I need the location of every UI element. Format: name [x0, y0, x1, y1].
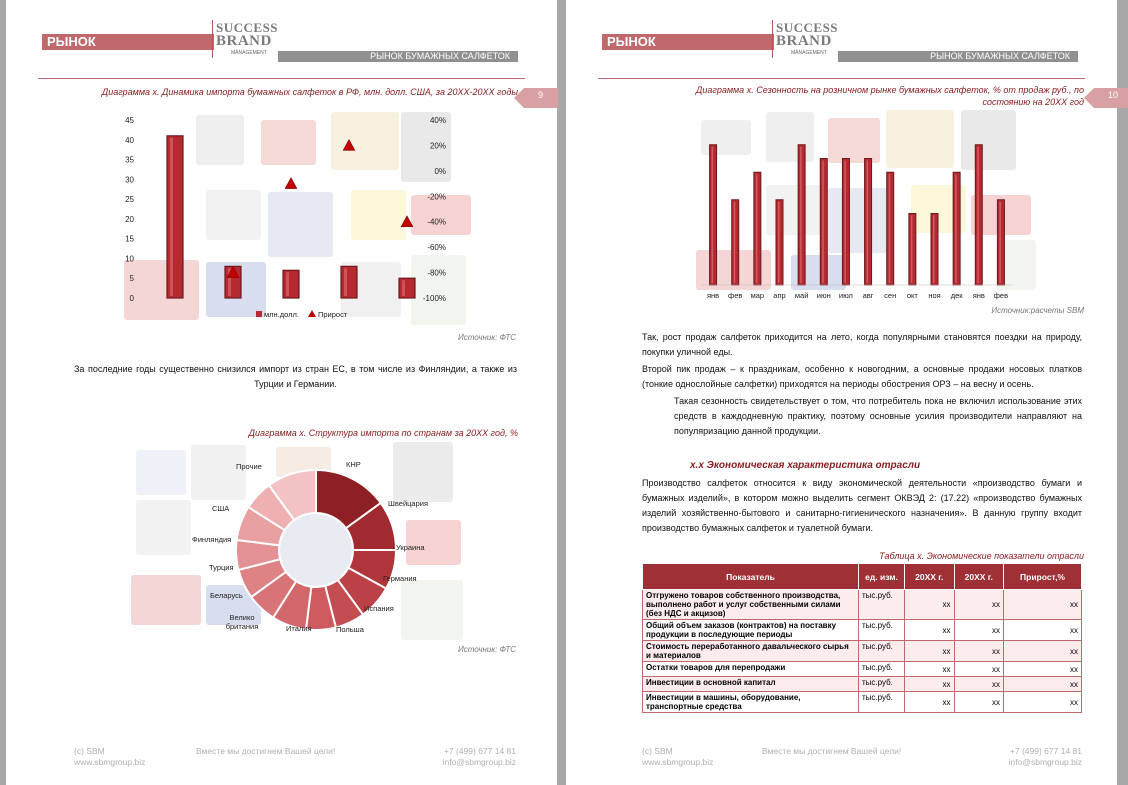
table-cell: хх	[954, 677, 1004, 692]
table-cell: хх	[1004, 692, 1082, 713]
section-title: РЫНОК	[47, 34, 96, 49]
x-tick-label: окт	[906, 291, 918, 300]
y2-tick-label: -80%	[427, 268, 446, 278]
x-tick-label: май	[794, 291, 809, 300]
logo-line3: MANAGEMENT	[231, 50, 267, 56]
table-cell: тыс.руб.	[859, 641, 905, 662]
table-cell: хх	[954, 692, 1004, 713]
table-cell: Остатки товаров для перепродажи	[643, 662, 859, 677]
x-tick-label: июн	[816, 291, 831, 300]
table-cell: Отгружено товаров собственного производства, выполнено работ и услуг собственными силами (без НДС и акцизов)	[643, 590, 859, 620]
source-1: Источник: ФТС	[458, 333, 516, 342]
pie-label: Прочие	[236, 462, 262, 471]
legend-swatch-bar	[256, 311, 262, 317]
bar-highlight	[402, 280, 405, 296]
logo-line2: BRAND	[216, 33, 272, 49]
table-cell: хх	[954, 641, 1004, 662]
table-row	[643, 620, 1082, 641]
growth-marker	[285, 178, 297, 189]
footer-copy: (c) SBM	[642, 746, 673, 756]
table-cell: хх	[1004, 662, 1082, 677]
pie-label: Турция	[209, 563, 234, 572]
table-cell: тыс.руб.	[859, 620, 905, 641]
page-number: 9	[538, 90, 544, 100]
subtitle-bar	[278, 51, 518, 62]
bar-highlight	[955, 174, 957, 283]
footer-left	[642, 746, 713, 768]
table-cell: тыс.руб.	[859, 590, 905, 620]
table-cell: хх	[905, 641, 955, 662]
chart1-caption: Диаграмма х. Динамика импорта бумажных салфеток в РФ, млн. долл. США, за 20ХХ-20ХХ годы	[101, 87, 518, 97]
bar-highlight	[734, 202, 736, 283]
table-row	[643, 590, 1082, 620]
page-number-tab	[524, 88, 558, 108]
y2-tick-label: -40%	[427, 217, 446, 227]
table-caption: Таблица х. Экономические показатели отрасли	[879, 551, 1084, 561]
legend-label-growth: Прирост	[318, 310, 348, 319]
table-row	[643, 677, 1082, 692]
section-bar	[42, 34, 214, 50]
y-tick-label: 20	[125, 214, 134, 224]
table-cell: хх	[954, 590, 1004, 620]
table-cell: тыс.руб.	[859, 692, 905, 713]
paragraph-p3: Такая сезонность свидетельствует о том, что потребитель пока не включил использование этих средств в каждодневную практику, поэтому основные усилия производители направляют на популяризацию данной продукции.	[674, 396, 1082, 436]
table-cell: Инвестиции в машины, оборудование, транспортные средства	[643, 692, 859, 713]
y2-tick-label: -60%	[427, 243, 446, 253]
y2-tick-label: 40%	[429, 116, 446, 125]
source-3: Источник:расчеты SBM	[991, 306, 1084, 315]
table-cell: хх	[905, 620, 955, 641]
y-tick-label: 25	[125, 195, 134, 205]
subtitle-bar	[838, 51, 1078, 62]
table-header-cell: ед. изм.	[859, 564, 905, 590]
logo	[772, 20, 840, 58]
logo-line1: SUCCESS	[216, 20, 279, 35]
page-number: 10	[1108, 90, 1119, 100]
header-divider	[598, 78, 1085, 79]
bar-highlight	[999, 202, 1001, 283]
legend-swatch-growth	[308, 310, 316, 317]
subtitle: РЫНОК БУМАЖНЫХ САЛФЕТОК	[370, 51, 510, 61]
pie-label: Швейцария	[388, 499, 429, 508]
seasonality-chart	[696, 110, 1036, 305]
bar	[798, 145, 805, 285]
pie-label: Испания	[364, 604, 394, 613]
bar-highlight	[778, 202, 780, 283]
y2-tick-label: 20%	[429, 141, 446, 151]
table-header-cell: 20ХХ г.	[905, 564, 955, 590]
left-page	[6, 0, 557, 785]
y-tick-label: 15	[125, 234, 134, 244]
x-tick-label: мар	[750, 291, 765, 300]
table-row	[643, 662, 1082, 677]
pie-label: Польша	[336, 625, 364, 634]
x-tick-label: фев	[728, 291, 743, 300]
footer-email[interactable]: info@sbmgroup.biz	[442, 757, 516, 767]
footer-contacts	[426, 746, 516, 768]
section-subheading: х.х Экономическая характеристика отрасли	[690, 460, 921, 471]
bar	[842, 159, 849, 286]
page-number-tab	[1094, 88, 1128, 108]
table-cell: Общий объем заказов (контрактов) на поставку продукции в последующие периоды	[643, 620, 859, 641]
right-page	[566, 0, 1117, 785]
x-tick-label: фев	[993, 291, 1009, 300]
y-tick-label: 0	[129, 294, 134, 303]
x-tick-label: сен	[884, 291, 897, 300]
table-row	[643, 641, 1082, 662]
paragraph-p2: Второй пик продаж – к праздникам, особенно к новогодним, а основные продажи носовых платков (тонкие однослойные салфетки) приходятся на периоды обострения ОРЗ – на весну и осень.	[642, 364, 1082, 389]
x-tick-label: ноя	[928, 291, 941, 300]
y2-tick-label: -20%	[427, 192, 446, 202]
bar-highlight	[911, 216, 913, 284]
section-bar	[602, 34, 774, 50]
logo-line1: SUCCESS	[776, 20, 839, 35]
chart3-caption: Диаграмма х. Сезонность на розничном рынке бумажных салфеток, % от продаж руб., по состоянию на 20ХХ год	[696, 85, 1084, 107]
y2-tick-label: 0%	[434, 166, 446, 176]
paragraph-1: За последние годы существенно снизился импорт из стран ЕС, в том числе из Финляндии, а также из Турции и Германии.	[74, 364, 517, 389]
bar-highlight	[977, 147, 979, 283]
table-cell: хх	[1004, 590, 1082, 620]
growth-marker	[401, 216, 413, 227]
x-tick-label: дек	[950, 291, 963, 300]
donut-center	[280, 514, 352, 586]
table-cell: хх	[1004, 620, 1082, 641]
pie-label: США	[212, 504, 230, 513]
table-cell: хх	[905, 692, 955, 713]
footer-slogan: Вместе мы достигнем Вашей цели!	[196, 746, 336, 756]
footer-site[interactable]: www.sbmgroup.biz	[74, 757, 146, 767]
bar-highlight	[822, 161, 824, 284]
subtitle: РЫНОК БУМАЖНЫХ САЛФЕТОК	[930, 51, 1070, 61]
bar	[909, 214, 916, 286]
table-cell: хх	[954, 620, 1004, 641]
bar	[283, 270, 299, 298]
pie-label: Италия	[286, 624, 312, 633]
chart2-caption: Диаграмма х. Структура импорта по странам за 20ХХ год, %	[248, 428, 518, 438]
bar	[167, 136, 183, 298]
bar-highlight	[867, 161, 869, 284]
bar-highlight	[844, 161, 846, 284]
pie-label: Беларусь	[210, 591, 243, 600]
table-cell: тыс.руб.	[859, 662, 905, 677]
bar-highlight	[286, 272, 289, 296]
pie-label: КНР	[346, 460, 361, 469]
bar	[732, 200, 739, 285]
bar	[754, 172, 761, 285]
y-tick-label: 35	[125, 155, 134, 165]
bar-highlight	[170, 138, 173, 296]
y-tick-label: 10	[125, 254, 134, 264]
footer-phone: +7 (499) 677 14 81	[443, 746, 516, 756]
pie-label: Германия	[383, 574, 417, 583]
pie-label: Украина	[396, 543, 425, 552]
table-cell: Инвестиции в основной капитал	[643, 677, 859, 692]
table-cell: хх	[1004, 677, 1082, 692]
logo-line3: MANAGEMENT	[791, 50, 827, 56]
table-header-cell: Показатель	[643, 564, 859, 590]
x-tick-label: янв	[706, 291, 720, 300]
paragraph-p1: Так, рост продаж салфеток приходится на лето, когда популярными становятся поездки на природу, покупки уличной еды.	[642, 332, 1082, 357]
footer-site[interactable]: www.sbmgroup.biz	[642, 757, 714, 767]
footer-phone: +7 (499) 677 14 81	[1009, 746, 1082, 756]
bar-highlight	[756, 174, 758, 283]
table-cell: хх	[905, 677, 955, 692]
bar	[341, 266, 357, 298]
table-cell: хх	[954, 662, 1004, 677]
table-cell: хх	[905, 662, 955, 677]
bar	[399, 278, 415, 298]
footer-email[interactable]: info@sbmgroup.biz	[1008, 757, 1082, 767]
import-structure-chart	[176, 450, 456, 650]
table-cell: хх	[905, 590, 955, 620]
pie-label-cont: британия	[225, 622, 259, 631]
y-tick-label: 40	[125, 135, 134, 145]
bar	[887, 172, 894, 285]
footer-left	[74, 746, 145, 768]
table-header-row	[643, 564, 1082, 590]
table-row	[643, 692, 1082, 713]
y-tick-label: 30	[125, 175, 134, 185]
bar-highlight	[889, 174, 891, 283]
import-dynamics-chart	[116, 110, 476, 325]
table-header-cell: 20ХХ г.	[954, 564, 1004, 590]
table-cell: тыс.руб.	[859, 677, 905, 692]
x-tick-label: июл	[838, 291, 853, 300]
bar	[997, 200, 1004, 285]
footer-contacts	[992, 746, 1082, 768]
bar-highlight	[800, 147, 802, 283]
source-2: Источник: ФТС	[458, 645, 516, 654]
growth-marker	[343, 139, 355, 150]
bar-highlight	[344, 268, 347, 296]
logo-line2: BRAND	[776, 33, 832, 49]
footer-copy: (c) SBM	[74, 746, 105, 756]
paragraph-p4: Производство салфеток относится к виду экономической деятельности «производство бумаги и бумажных изделий», в котором можно выделить сегмент ОКВЭД 2: (17.22) «производство бумажных изделий хозяйственно-бытового и санитарно-гигиенического назначения». В данную группу входит производство бумажных салфеток и туалетной бумаги.	[642, 478, 1082, 533]
y2-tick-label: -100%	[422, 294, 446, 303]
bar-highlight	[933, 216, 935, 284]
economic-indicators-table	[642, 563, 1082, 713]
table-cell: хх	[1004, 641, 1082, 662]
pie-label: Велико	[229, 613, 255, 622]
bar-highlight	[712, 147, 714, 283]
y-tick-label: 5	[129, 274, 134, 284]
y-tick-label: 45	[125, 116, 134, 125]
footer-slogan: Вместе мы достигнем Вашей цели!	[762, 746, 902, 756]
legend-label-bar: млн.долл.	[264, 310, 299, 319]
section-title: РЫНОК	[607, 34, 656, 49]
x-tick-label: апр	[773, 291, 786, 300]
x-tick-label: янв	[972, 291, 985, 300]
pie-label: Финляндия	[192, 535, 232, 544]
logo	[212, 20, 280, 58]
x-tick-label: авг	[862, 291, 874, 300]
header-divider	[38, 78, 525, 79]
table-header-cell: Прирост,%	[1004, 564, 1082, 590]
table-cell: Стоимость переработанного давальческого сырья и материалов	[643, 641, 859, 662]
